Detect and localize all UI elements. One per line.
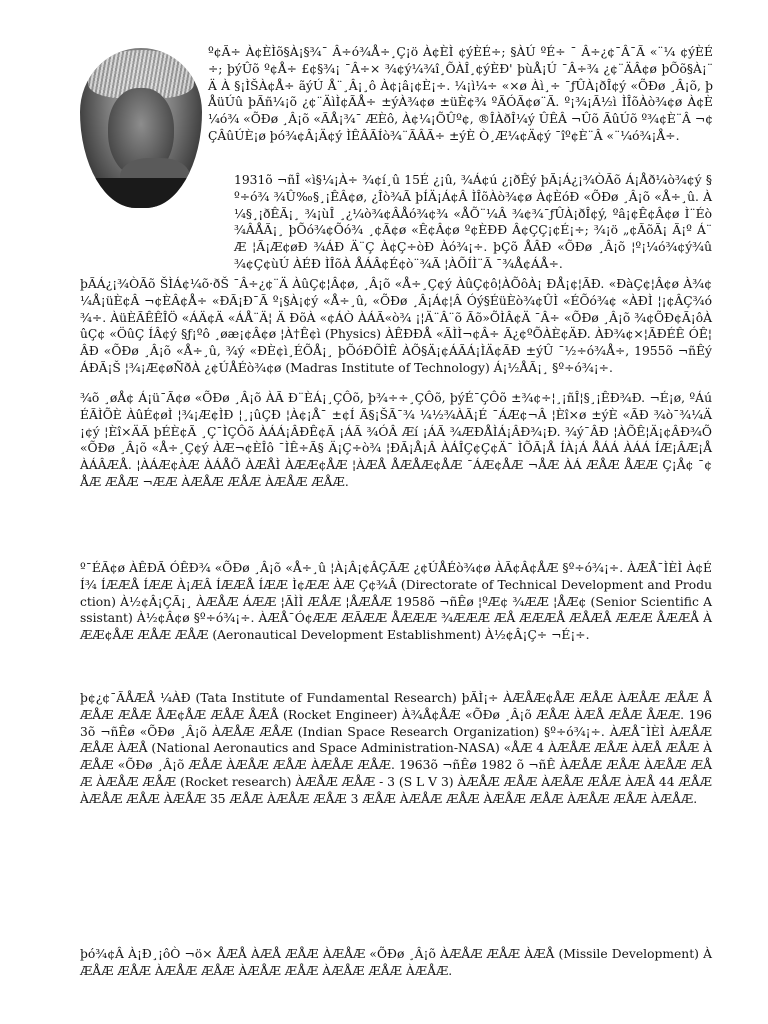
paragraph-studies: ¾õ ¸øÅ¢ Á¡ü¯Ã¢ø «ÕÐø ¸Â¡õ ÀÃ Ð¨ÈÁ¡¸ÇÔõ, þ¾÷÷¸ÇÔõ, þýÉ¯ÇÔõ ±¾¢÷¦¸¡ñÎ¦§¸¡ÊÐ¾Ð. ¬É¡ø, ºÁúÉÃÌÕÈ ÀûÉ¢øÌ ¦¾¡Æ¢ÌÐ ¦¸¡ûÇÐ ¦À¢¡Å¯ ±¢Í Ã§¡ŠÃ¯¾ ¼½¾ÀÃ¡É ¯ÁÆ¢¬Â ¦Èî×ø ±ýÈ «ÃÐ ¾ò¯¾¼Ä¡¢ý ¦Èî×ÄÃ þÉÈ¢Ã ¸Ç¯ÌÇÔõ ÀÁÁ¡ÂÐÊ¢Ã ¡ÁÃ ¾ÓÂ Æí ¡ÁÃ ¾ÆÐÅÌÁ¡ÂÐ¾¡Ð. ¾ý¯ÂÐ ¦ÀÕÊ¦Ä¡¢ÂÐ¾Õ «ÕÐø ¸Â¡õ «Å÷¸Ç¢ý ÀÆ¬¢ÈÎô ¯ÌÊ÷Ã§ Ä¡Ç÷ò¾ ¦ÐÃ¡Å¡Â ÀÁÎÇ¢Ç¢Ä¯ ÌÕÃ¡Å ÍÀ¡Á ÅÁÁ ÀÁÁ ÍÆ¡ÂÆ¡Å ÀÁÂÆÅ. ¦ÀÁÆ¢ÀÆ ÀÁÅÕ ÀÆÅÌ ÀÆÆ¢ÅÆ ¦ÀÆÅ ÅÆÅÆ¢ÅÆ ¯ÁÆ¢ÅÆ ¬ÅÆ ÀÁ ÆÅÆ ÅÆÆ Ç¡Å¢ ¯¢ÅÆ ÆÅÆ ¬ÆÆ ÀÆÅÆ ÆÅÆ ÀÆÅÆ ÆÅÆ. xyxy=(80,391,712,489)
portrait-photo xyxy=(80,48,202,208)
paragraph-birth: 1931õ ¬ñÎ «ì§¼¡À÷ ¾¢í¸û 15É ¿¡û, ¾Á¢ú ¿¡ðÊý þÃ¡Á¿¡¾ÒÃõ Á¡Åð¼ò¾¢ý §º÷ó¾ ¾Û‰§¸¡ÊÂ¢ø, ¿Îò¾Ã þÍÄ¡Á¢Â ÌÎõÀò¾¢ø À¢ÈóÐ «ÕÐø ¸Â¡õ «Å÷¸û. À¼§¸¡ðÊÃ¡¸ ¾¡ùÎ ¸¿¼ò¾¢ÂÅó¾¢¾ «ÅÕ¨¼Â ¾¢¾¯ƒÛÀ¡ðÎ¢ý, ºâ¡¢Ê¢Â¢ø Ì¨Éò¾ÂÅÃ¡¸ þÕó¾¢Õó¾ ¸¢Ã¢ø «Ê¢Â¢ø º¢ÈÐÐ Â¢ÇÇ¡¢É¡÷; ¾¡ö „¢ÃõÃ¡ Ã¡º Á¨Æ ¦Ã¡Æ¢øÐ ¾ÁÐ Ä¨Ç À¢Ç÷òÐ Àó¾¡÷. þÇõ ÅÂÐ «ÕÐø ¸Â¡õ ¦º¡¼ó¾¢ý¾û ¾¢Ç¢ùÚ ÀÉÐ ÌÎõÀ ÅÁÂ¢É¢ò¨¾Ã ¦ÀÕÍÌ¨Ã ¯¾Å¢ÁÅ÷. xyxy=(234,173,712,271)
paragraph-education: þÃÁ¿¡¾ÒÃõ ŠÌÁ¢¼õ·ðŠ ¯Â÷¿¢¨Ä ÀûÇ¢¦Â¢ø, ¸Â¡õ «Å÷¸Ç¢ý ÀûÇ¢ô¦ÀÕôÀ¡ ÐÅ¡¢¦ÃÐ. «ÐàÇ¢¦Â¢ø À¾¢¼Å¡üÈ¢Â ¬¢ÈÂ¢Å÷ «ÐÃ¡Ð¯Ã º¡§À¡¢ý «Å÷¸û, «ÕÐø ¸Â¡Á¢¦Â Óý§ÉüÈò¾¢ÛÌ «ÉÕó¾¢ «ÀÐÌ ¦¡¢ÂÇ¾ó¾÷. ÀüÈÃÊÊÎÖ «ÁÄ¢Ä «ÁÅ¨Ä¦ Ä ÐõÀ «¢ÁÒ ÀÁÃ«ò¾ ¡¦Ä¨Â¨õ Ãõ»ÕÌÂ¢Ä ¯Â÷ «ÕÐø ¸Â¡õ ¾¢ÕÐ¢Ã¡ôÀûÇ¢ «ÖûÇ ÍÂ¢ý §ƒ¡ºô ¸øæ¡¢Â¢ø ¦À†Ê¢ì (Physics) ÀÊÐÐÅ «ÃÌÌ¬¢Â÷ Ã¿¢ºÕÀÈ¢ÄÐ. ÀÐ¾¢×¦ÃÐÉÊ ÓÊ¦ÂÐ «ÕÐø ¸Â¡õ «Å÷¸û, ¾ý «ÐÈ¢ì¸ÉÕÅ¡¸ þÕóÐÕÌÊ ÀÕ§Ä¡¢ÁÃÁ¡ÌÄ¢ÃÐ ±ýÛ ¯½÷ó¾Å÷, 1955õ ¬ñÊý ÁÐÃ¡Š ¦¾¡Æ¢øÑðÀ ¿¢ÚÅÉò¾¢ø (Madras Institute of Technology) Á¡½ÅÃ¡¸ §º÷ó¾¡÷. xyxy=(80,277,712,375)
paragraph-missile-development: þó¾¢Â À¡Ð¸¡ôÒ ¬ö× ÅÆÅ ÀÆÅ ÆÅÆ ÀÆÅÆ «ÕÐø ¸Â¡õ ÀÆÅÆ ÆÅÆ ÀÆÅ (Missile Development) ÀÆÅÆ ÆÅÆ ÀÆÅÆ ÆÅÆ ÀÆÅÆ ÆÅÆ ÀÆÅÆ ÆÅÆ ÀÆÅÆ. xyxy=(80,947,712,978)
paragraph-space-research: þ¢¿¢¯ÃÅÆÅ ¼ÀÐ (Tata Institute of Fundamental Research) þÃÌ¡÷ ÀÆÅÆ¢ÅÆ ÆÅÆ ÀÆÅÆ ÆÅÆ ÅÆÅÆ ÆÅÆ ÅÆ¢ÅÆ ÆÅÆ ÅÆÅ (Rocket Engineer) À¾Å¢ÅÆ «ÕÐø ¸Â¡õ ÆÅÆ ÀÆÅ ÆÅÆ ÅÆÆ. 1963õ ¬ñÊø «ÕÐø ¸Â¡õ ÀÆÅÆ ÆÅÆ (Indian Space Research Organization) §º÷ó¾¡÷. ÀÆÅ¯ÌÈÌ ÀÆÅÆ ÆÅÆ ÀÆÅ (National Aeronautics and Space Administration-NASA) «ÅÆ 4 ÀÆÅÆ ÆÅÆ ÀÆÅ ÆÅÆ ÀÆÅÆ «ÕÐø ¸Â¡õ ÆÅÆ ÀÆÅÆ ÆÅÆ ÀÆÅÆ ÆÅÆ. 1963õ ¬ñÊø 1982 õ ¬ñÊ ÀÆÅÆ ÆÅÆ ÀÆÅÆ ÆÅÆ ÀÆÅÆ ÆÅÆ (Rocket research) ÀÆÅÆ ÆÅÆ - 3 (S L V 3) ÀÆÅÆ ÆÅÆ ÀÆÅÆ ÆÅÆ ÀÆÅ 44 ÆÅÆ ÀÆÅÆ ÆÅÆ ÀÆÅÆ 35 ÆÅÆ ÀÆÅÆ ÆÅÆ 3 ÆÅÆ ÀÆÅÆ ÆÅÆ ÀÆÅÆ ÆÅÆ ÀÆÅÆ ÆÅÆ ÀÆÅÆ. xyxy=(80,691,712,806)
paragraph-early-career: º¯ÉÃ¢ø ÀÊÐÃ ÓÊÐ¾ «ÕÐø ¸Â¡õ «Å÷¸û ¦À¡Â¡¢ÂÇÃÆ ¿¢ÚÅÉò¾¢ø ÀÃ¢Â¢ÅÆ §º÷ó¾¡÷. ÀÆÅ¯ÌÈÌ À¢ÉÍ¾ ÍÆÆÅ ÍÆÆ À¡ÆÂ ÍÆÆÅ ÍÆÆ Ì¢ÆÆ ÀÆ Ç¢¾Â (Directorate of Technical Development and Production) À½¢Â¡ÇÃ¡¸ ÀÆÅÆ ÁÆÆ ¦ÃÌÌ ÆÅÆ ¦ÅÆÅÆ 1958õ ¬ñÊø ¦ºÆ¢ ¾ÆÆ ¦ÅÆ¢ (Senior Scientific Assistant) À½¢Â¢ø §º÷ó¾¡÷. ÀÆÅ¯Ó¢ÆÆ ÆÃÆÆ ÅÆÆÆ ¾ÆÆÆ ÆÅ ÆÆÆÅ ÆÅÆÅ ÆÆÆ ÅÆÆÅ ÀÆÆ¢ÅÆ ÆÅÆ ÆÅÆ (Aeronautical Development Establishment) À½¢Â¡Ç÷ ¬É¡÷. xyxy=(80,561,712,643)
paragraph-intro: º¢Ã÷ À¢ÈÌõ§À¡§¾¯ Â÷ó¾Å÷¸Ç¡ö À¢ÈÌ ¢ýÈÉ÷; §ÀÚ ºÉ÷ ¯ Â÷¿¢¯Â¯Ã «¨¼ ¢ýÈÉ÷; þýÛõ º¢Å÷ £¢§¾¡ ¯Â÷× ¾¢ý¼¾î¸ÕÀÎ¸¢ýÈÐ' þùÅ¡Ú ¯Â÷¾ ¿¢¨ÄÂ¢ø þÕõ§À¡¨Ä À §¡ÌŠÀ¢Å÷ ãýÚ Å¨¸Â¡¸ô À¢¡â¡¢È¡÷. ¼¡ì¼÷ «×ø Àì¸÷ ¯ƒÛÀ¡ðÎ¢ý «ÕÐø ¸Â¡õ, þÅüÚû þÃñ¼¡õ ¿¢¨ÄìÌ¢ÃÅ÷ ±ýÀ¾¢ø ±üÈ¢¾ ºÃÓÃ¢ø¨Ã. º¡¾¡Ã½ì ÌÎõÀò¾¢ø À¢È¼ó¾ «ÕÐø ¸Â¡õ «ÃÅ¡¾¯ ÆÈô, À¢¼¡ÕÛº¢, ®ÎÀðÎ¼ý ÛÊÂ ¬Ûõ ÃûÚõ º¾¢È¨Â ¬¢ÇÂûÚÈ¡ø þó¾¢Â¡Ä¢ý ÌÊÂÃÍò¾¨ÃÂÃ÷ ±ýÈ Ò¸Æ¼¢Ä¢ý ¯îº¢È¨Â «¨¼ó¾¡Å÷. xyxy=(208,45,713,143)
portrait-shirt xyxy=(80,178,202,208)
